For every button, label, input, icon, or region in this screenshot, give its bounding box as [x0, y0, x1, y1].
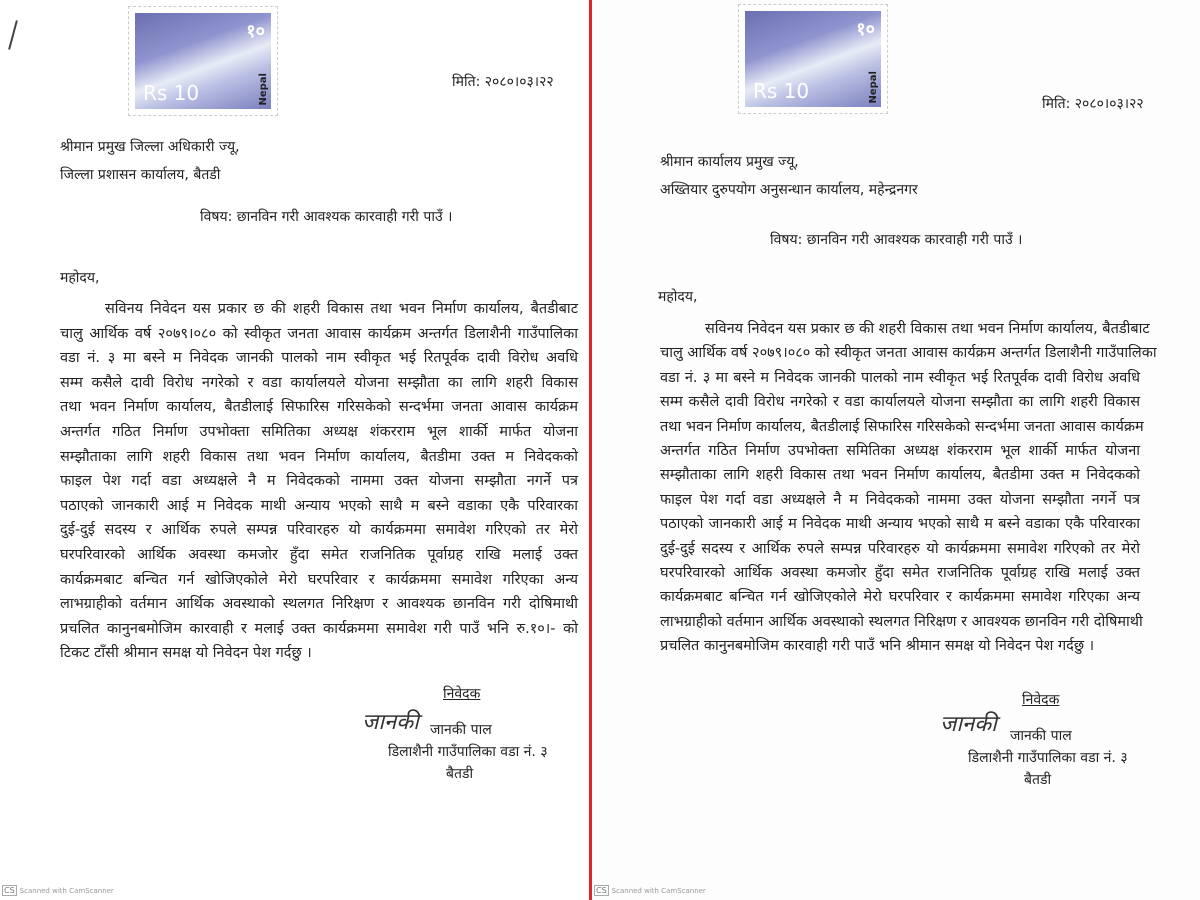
body-line: सविनय निवेदन यस प्रकार छ की शहरी विकास तथा भवन निर्माण कार्यालय, बैतडीबाट — [705, 321, 1150, 337]
body-line: सम्म कसैले दावी विरोध नगरेको र वडा कार्यालयले योजना सम्झौता का लागि शहरी विकास — [60, 374, 578, 391]
applicant-address: डिलाशैनी गाउँपालिका वडा नं. ३ — [388, 744, 548, 760]
letter-left — [0, 0, 589, 900]
letter-right — [592, 0, 1200, 900]
signature: जानकी — [940, 712, 997, 737]
body-line: वडा नं. ३ मा बस्ने म निवेदक जानकी पालको नाम स्वीकृत भई रितपूर्वक दावी विरोध अवधि — [660, 369, 1140, 386]
body-line: अन्तर्गत गठित निर्माण उपभोक्ता समितिका अध्यक्ष शंकरराम भूल शार्की मार्फत योजना — [660, 443, 1140, 459]
body-line: सम्म कसैले दावी विरोध नगरेको र वडा कार्यालयले योजना सम्झौता का लागि शहरी विकास — [660, 394, 1140, 411]
applicant-label: निवेदक — [443, 686, 481, 702]
body-line: टिकट टाँसी श्रीमान समक्ष यो निवेदन पेश गर्दछु । — [60, 645, 312, 662]
addressee-line1: श्रीमान कार्यालय प्रमुख ज्यू, — [660, 154, 799, 170]
salutation: महोदय, — [658, 289, 698, 305]
body-line: कार्यक्रमबाट बन्चित गर्न खोजिएकोले मेरो घरपरिवार र कार्यक्रममा समावेश गरिएका अन्य — [660, 589, 1140, 606]
body-line: चालु आर्थिक वर्ष २०७९।०८० को स्वीकृत जनता आवास कार्यक्रम अन्तर्गत डिलाशैनी गाउँपालिका — [660, 345, 1157, 362]
body-line: फाइल पेश गर्दा वडा अध्यक्षले नै म निवेदकको नाममा उक्त योजना सम्झौता नगर्ने पत्र — [660, 491, 1140, 508]
body-line: तथा भवन निर्माण कार्यालय, बैतडीलाई सिफारिस गरिसकेको सन्दर्भमा जनता आवास कार्यक्रम — [60, 399, 578, 416]
watermark-text: Scanned with CamScanner — [611, 886, 706, 895]
addressee-line1: श्रीमान प्रमुख जिल्ला अधिकारी ज्यू, — [60, 139, 240, 155]
applicant-name: जानकी पाल — [430, 722, 492, 738]
body-line: फाइल पेश गर्दा वडा अध्यक्षले नै म निवेदकको नाममा उक्त योजना सम्झौता नगर्ने पत्र — [60, 473, 578, 490]
body-line: दुई-दुई सदस्य र आर्थिक रुपले सम्पन्न परिवारहरु यो कार्यक्रममा समावेश गरिएको तर मेरो — [60, 522, 578, 539]
body-line: प्रचलित कानुनबमोजिम कारवाही गरी पाउँ भनि श्रीमान समक्ष यो निवेदन पेश गर्दछु । — [660, 638, 1095, 655]
stamp-image — [135, 13, 271, 109]
body-line: दुई-दुई सदस्य र आर्थिक रुपले सम्पन्न परिवारहरु यो कार्यक्रममा समावेश गरिएको तर मेरो — [660, 540, 1140, 557]
camscanner-logo-icon: CS — [4, 886, 15, 895]
subject: विषय: छानविन गरी आवश्यक कारवाही गरी पाउँ । — [770, 232, 1023, 248]
body-line: तथा भवन निर्माण कार्यालय, बैतडीलाई सिफारिस गरिसकेको सन्दर्भमा जनता आवास कार्यक्रम — [660, 418, 1144, 435]
body-line: घरपरिवारको आर्थिक अवस्था कमजोर हुँदा समेत राजनितिक पूर्वाग्रह राखि मलाई उक्त — [60, 547, 578, 563]
stamp-value: १० — [856, 19, 875, 40]
body-line: सम्झौताका लागि शहरी विकास तथा भवन निर्माण कार्यालय, बैतडीमा उक्त म निवेदकको — [660, 467, 1140, 484]
body-line: पठाएको जानकारी आई म निवेदक माथी अन्याय भएको साथै म बस्ने वडाका एकै परिवारका — [660, 516, 1140, 533]
applicant-label: निवेदक — [1022, 692, 1060, 708]
postage-stamp — [738, 4, 888, 114]
body-line: पठाएको जानकारी आई म निवेदक माथी अन्याय भएको साथै म बस्ने वडाका एकै परिवारका — [60, 497, 578, 514]
salutation: महोदय, — [60, 270, 100, 286]
watermark-text: Scanned with CamScanner — [19, 886, 114, 895]
body-line: कार्यक्रमबाट बन्चित गर्न खोजिएकोले मेरो घरपरिवार र कार्यक्रममा समावेश गरिएका अन्य — [60, 571, 578, 588]
addressee-line2: अख्तियार दुरुपयोग अनुसन्धान कार्यालय, महेन्द्रनगर — [660, 182, 918, 198]
stamp-image — [745, 11, 881, 107]
scanner-watermark — [594, 885, 706, 896]
addressee-line2: जिल्ला प्रशासन कार्यालय, बैतडी — [60, 167, 221, 183]
stamp-rs: Rs 10 — [143, 81, 200, 105]
letter-date: मिति: २०८०।०३।२२ — [1042, 96, 1144, 112]
applicant-address: डिलाशैनी गाउँपालिका वडा नं. ३ — [968, 750, 1128, 766]
camscanner-logo-icon: CS — [596, 886, 607, 895]
body-line: लाभग्राहीको वर्तमान आर्थिक अवस्थाको स्थलगत निरिक्षण र आवश्यक छानविन गरी दोषिमाथी — [660, 613, 1143, 630]
letter-date: मिति: २०८०।०३।२२ — [452, 74, 554, 90]
stamp-country: Nepal — [258, 72, 269, 105]
body-line: वडा नं. ३ मा बस्ने म निवेदक जानकी पालको नाम स्वीकृत भई रितपूर्वक दावी विरोध अवधि — [60, 350, 578, 367]
body-line: प्रचलित कानुनबमोजिम कारवाही र मलाई उक्त कार्यक्रममा समावेश गरी पाउँ भनि रु.१०।- को — [60, 620, 578, 637]
applicant-district: बैतडी — [1024, 772, 1052, 788]
body-line: लाभग्राहीको वर्तमान आर्थिक अवस्थाको स्थलगत निरिक्षण र आवश्यक छानविन गरी दोषिमाथी — [60, 596, 578, 613]
body-line: चालु आर्थिक वर्ष २०७९।०८० को स्वीकृत जनता आवास कार्यक्रम अन्तर्गत डिलाशैनी गाउँपालिका — [60, 325, 578, 342]
body-line: अन्तर्गत गठित निर्माण उपभोक्ता समितिका अध्यक्ष शंकरराम भूल शार्की मार्फत योजना — [60, 424, 578, 440]
pen-mark — [8, 20, 18, 49]
body-line: घरपरिवारको आर्थिक अवस्था कमजोर हुँदा समेत राजनितिक पूर्वाग्रह राखि मलाई उक्त — [660, 565, 1140, 581]
scanner-watermark — [2, 885, 114, 896]
body-line: सविनय निवेदन यस प्रकार छ की शहरी विकास तथा भवन निर्माण कार्यालय, बैतडीबाट — [105, 301, 578, 317]
subject: विषय: छानविन गरी आवश्यक कारवाही गरी पाउँ । — [200, 209, 453, 225]
applicant-name: जानकी पाल — [1010, 728, 1072, 744]
stamp-value: १० — [246, 21, 265, 42]
applicant-district: बैतडी — [446, 766, 474, 782]
stamp-rs: Rs 10 — [753, 79, 810, 103]
postage-stamp — [128, 6, 278, 116]
body-line: सम्झौताका लागि शहरी विकास तथा भवन निर्माण कार्यालय, बैतडीमा उक्त म निवेदकको — [60, 448, 578, 465]
signature: जानकी — [362, 710, 419, 735]
stamp-country: Nepal — [868, 70, 879, 103]
